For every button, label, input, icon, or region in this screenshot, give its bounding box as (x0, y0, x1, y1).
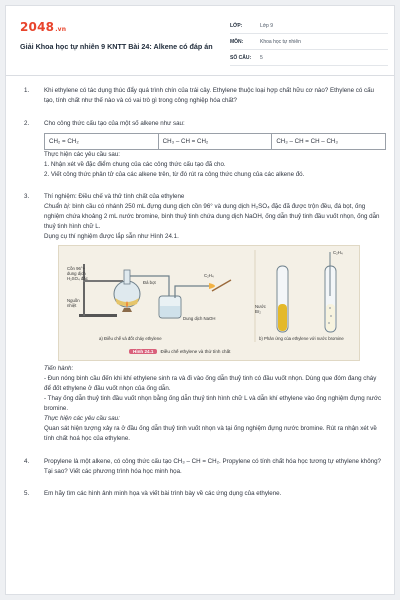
question-3: 3. Thí nghiệm: Điều chế và thử tính chất của ethylene Chuẩn bị: bình cầu có nhánh 250 mL đựng dung dịch cồn 96° và dung dịch H₂SO₄ đặc đã được trộn đều, đá bọt, ống nghiệm chứa khoảng 2 mL nước bromine, bình thuỷ tinh chứa dung dịch NaOH, ống dẫn thuỷ tinh đầu vuốt nhọn, ống dẫn thuỷ tinh hình chữ L. Dụng cụ thí nghiệm được lắp sẵn như Hình 24.1. Cồn 96°+ dung dịch H₂SO₄ đặc Nguồn nhiệt Đá bọt C₂H₄ Dung dịch NaOH Nước Br₂ C₂H₄ a) Điều chế và đốt cháy ethylene b) Phản ứng của ethylene với nước bromine Hình 24.1 Điều chế ethylene và thử tính chất Tiến hành: - Đun nóng bình cầu đến khi khí ethylene sinh ra và đi vào ống dẫn thuỷ tinh có đầu vuốt nhọn. Dùng que đóm đang cháy để đốt ethylene ở đầu vuốt nhọn của ống dẫn. - Thay ống dẫn thuỷ tinh đầu vuốt nhọn bằng ống dẫn thuỷ tinh hình chữ L và dẫn khí ethylene vào ống nghiệm đựng nước bromine. Thực hiện các yêu cầu sau: Quan sát hiện tượng xảy ra ở đầu ống dẫn thuỷ tinh vuốt nhọn và tại ống nghiệm đựng nước bromine. Rút ra nhận xét về tính chất hoá học của ethylene. (24, 193, 382, 442)
meta-row-grade: LỚP: Lớp 9 (230, 18, 388, 34)
page-title: Giải Khoa học tự nhiên 9 KNTT Bài 24: Alkene có đáp án (20, 42, 213, 51)
question-2: 2. Cho công thức cấu tạo của một số alkene như sau: CH₂ = CH₂ CH₃ – CH = CH₂ CH₃ – CH = CH – CH₃ Thực hiện các yêu cầu sau: 1. Nhận xét về đặc điểm chung của các công thức cấu tạo đã cho. 2. Viết công thức phân tử của các alkene trên, từ đó rút ra công thức chung của các alkene đó. (24, 119, 384, 180)
formula-cell: CH₃ – CH = CH₂ (158, 134, 272, 150)
label-naoh: Dung dịch NaOH (183, 316, 216, 321)
formula-cell: CH₃ – CH = CH – CH₃ (272, 134, 386, 150)
experiment-figure (58, 245, 360, 361)
formula-table (44, 133, 386, 150)
meta-row-subject: MÔN: Khoa học tự nhiên (230, 34, 388, 50)
figure-caption: Hình 24.1 Điều chế ethylene và thử tính chất (129, 347, 230, 357)
caption-b: b) Phản ứng của ethylene với nước bromine (259, 336, 344, 341)
question-4: 4. Propylene là một alkene, có công thức cấu tạo CH₃ – CH = CH₂. Propylene có tính chất hóa học tương tự ethylene không? Tại sao? Viết các phương trình hóa học minh họa. (24, 458, 381, 475)
label-boiling-stone: Đá bọt (143, 280, 156, 285)
header-divider (6, 75, 394, 76)
question-list (24, 86, 384, 499)
question-5: 5. Em hãy tìm các hình ảnh minh họa và viết bài trình bày về các ứng dụng của ethylene. (24, 490, 282, 497)
document-page (5, 5, 395, 595)
label-gas: C₂H₄ (204, 273, 214, 278)
label-heat-source: Nguồn nhiệt (67, 298, 80, 308)
question-1: 1. Khi ethylene có tác dụng thúc đẩy quá trình chín của trái cây. Ethylene thuộc loại hợp chất hữu cơ nào? Ethylene có cấu tạo, tính chất như thế nào và có vai trò gì trong công nghiệp hóa chất? (24, 87, 374, 104)
caption-a: a) Điều chế và đốt cháy ethylene (99, 336, 162, 341)
formula-cell: CH₂ = CH₂ (45, 134, 159, 150)
label-gas-2: C₂H₄ (333, 250, 343, 255)
label-alcohol: Cồn 96°+ dung dịch H₂SO₄ đặc (67, 266, 88, 281)
document-meta (230, 18, 388, 66)
meta-row-count: SỐ CÂU: 5 (230, 50, 388, 66)
site-logo[interactable]: 2048.vn (20, 20, 67, 34)
label-bromine-water: Nước Br₂ (255, 304, 266, 314)
apparatus-illustration (59, 246, 359, 360)
